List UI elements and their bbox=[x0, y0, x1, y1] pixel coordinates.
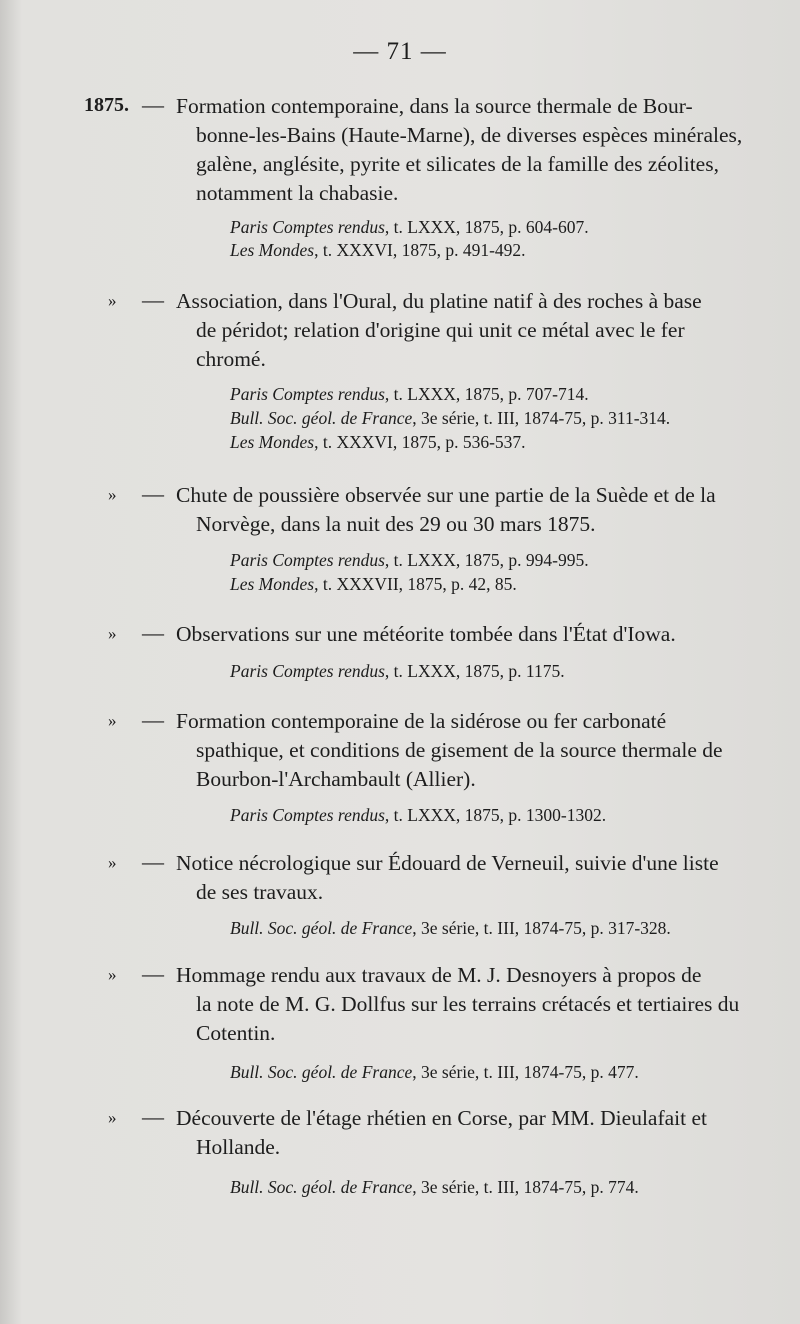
entry-title-continuation: bonne-les-Bains (Haute-Marne), de diverses espèces minérales, galène, anglésite, pyrite et silicates de la famille des zéolites, notamment la chabasie. bbox=[196, 123, 743, 205]
entry-reference bbox=[230, 1061, 639, 1083]
entry-title bbox=[176, 92, 756, 208]
entry-dash: — bbox=[142, 481, 164, 506]
reference-journal: Bull. Soc. géol. de France bbox=[230, 1062, 413, 1082]
entry-reference bbox=[230, 804, 606, 826]
reference-details: , t. XXXVII, 1875, p. 42, 85. bbox=[314, 574, 517, 594]
entry-title-continuation: Hollande. bbox=[196, 1135, 281, 1159]
reference-journal: Les Mondes bbox=[230, 574, 315, 594]
entry-title bbox=[176, 961, 756, 1048]
entry-title-continuation: Norvège, dans la nuit des 29 ou 30 mars 1875. bbox=[196, 512, 596, 536]
reference-details: , t. LXXX, 1875, p. 994-995. bbox=[384, 550, 589, 570]
entry-dash: — bbox=[142, 961, 164, 986]
reference-journal: Paris Comptes rendus bbox=[230, 550, 385, 570]
ditto-mark: » bbox=[108, 965, 117, 984]
entry-reference bbox=[230, 1176, 639, 1198]
entry-title-first-line: Hommage rendu aux travaux de M. J. Desnoyers à propos de bbox=[176, 963, 702, 987]
entry-title bbox=[176, 1104, 756, 1162]
entry-title-continuation: de ses travaux. bbox=[196, 880, 324, 904]
entry-dash: — bbox=[142, 1104, 164, 1129]
entry-reference bbox=[230, 660, 565, 682]
reference-details: , t. LXXX, 1875, p. 1300-1302. bbox=[384, 805, 607, 825]
reference-details: , 3e série, t. III, 1874-75, p. 311-314. bbox=[412, 408, 671, 428]
ditto-mark: » bbox=[108, 1108, 117, 1127]
entry-title-first-line: Observations sur une météorite tombée dans l'État d'Iowa. bbox=[176, 622, 676, 646]
reference-journal: Les Mondes bbox=[230, 432, 315, 452]
ditto-mark: » bbox=[108, 853, 117, 872]
entry-title-first-line: Formation contemporaine de la sidérose ou fer carbonaté bbox=[176, 709, 667, 733]
entry-reference bbox=[230, 431, 526, 453]
entry-title-first-line: Notice nécrologique sur Édouard de Verneuil, suivie d'une liste bbox=[176, 851, 719, 875]
entry-reference bbox=[230, 917, 671, 939]
entry-reference bbox=[230, 407, 670, 429]
reference-journal: Paris Comptes rendus bbox=[230, 217, 385, 237]
entry-dash: — bbox=[142, 849, 164, 874]
entry-title bbox=[176, 481, 756, 539]
entry-dash: — bbox=[142, 620, 164, 645]
entry-title bbox=[176, 707, 756, 794]
entry-reference bbox=[230, 383, 589, 405]
entry-title-first-line: Association, dans l'Oural, du platine natif à des roches à base bbox=[176, 289, 702, 313]
entry-reference bbox=[230, 573, 517, 595]
ditto-mark: » bbox=[108, 291, 117, 310]
entry-title bbox=[176, 287, 756, 374]
reference-journal: Bull. Soc. géol. de France bbox=[230, 408, 413, 428]
reference-details: , t. LXXX, 1875, p. 707-714. bbox=[384, 384, 589, 404]
entry-year: 1875. bbox=[84, 94, 129, 116]
ditto-mark: » bbox=[108, 711, 117, 730]
entry-title-first-line: Découverte de l'étage rhétien en Corse, par MM. Dieulafait et bbox=[176, 1106, 708, 1130]
entry-dash: — bbox=[142, 707, 164, 732]
reference-details: , 3e série, t. III, 1874-75, p. 317-328. bbox=[412, 918, 671, 938]
entry-reference bbox=[230, 549, 589, 571]
reference-details: , t. LXXX, 1875, p. 604-607. bbox=[384, 217, 589, 237]
reference-journal: Bull. Soc. géol. de France bbox=[230, 1177, 413, 1197]
ditto-mark: » bbox=[108, 485, 117, 504]
entry-reference bbox=[230, 216, 589, 238]
ditto-mark: » bbox=[108, 624, 117, 643]
entry-dash: — bbox=[142, 287, 164, 312]
entry-reference bbox=[230, 239, 526, 261]
entry-title-continuation: spathique, et conditions de gisement de la source thermale de Bourbon-l'Archambault (Allier). bbox=[196, 738, 723, 791]
reference-journal: Paris Comptes rendus bbox=[230, 805, 385, 825]
reference-journal: Les Mondes bbox=[230, 240, 315, 260]
reference-details: , 3e série, t. III, 1874-75, p. 477. bbox=[412, 1062, 639, 1082]
reference-details: , t. XXXVI, 1875, p. 536-537. bbox=[314, 432, 526, 452]
entry-title-first-line: Formation contemporaine, dans la source thermale de Bour- bbox=[176, 94, 693, 118]
reference-details: , 3e série, t. III, 1874-75, p. 774. bbox=[412, 1177, 639, 1197]
reference-journal: Bull. Soc. géol. de France bbox=[230, 918, 413, 938]
reference-journal: Paris Comptes rendus bbox=[230, 661, 385, 681]
entry-dash: — bbox=[142, 92, 164, 117]
reference-details: , t. XXXVI, 1875, p. 491-492. bbox=[314, 240, 526, 260]
entry-title-first-line: Chute de poussière observée sur une partie de la Suède et de la bbox=[176, 483, 716, 507]
page-number: — 71 — bbox=[353, 38, 447, 65]
entry-title-continuation: la note de M. G. Dollfus sur les terrains crétacés et tertiaires du Cotentin. bbox=[196, 992, 740, 1045]
entry-title-continuation: de péridot; relation d'origine qui unit ce métal avec le fer chromé. bbox=[196, 318, 685, 371]
reference-details: , t. LXXX, 1875, p. 1175. bbox=[384, 661, 565, 681]
reference-journal: Paris Comptes rendus bbox=[230, 384, 385, 404]
entry-title bbox=[176, 849, 756, 907]
entry-title bbox=[176, 620, 756, 649]
